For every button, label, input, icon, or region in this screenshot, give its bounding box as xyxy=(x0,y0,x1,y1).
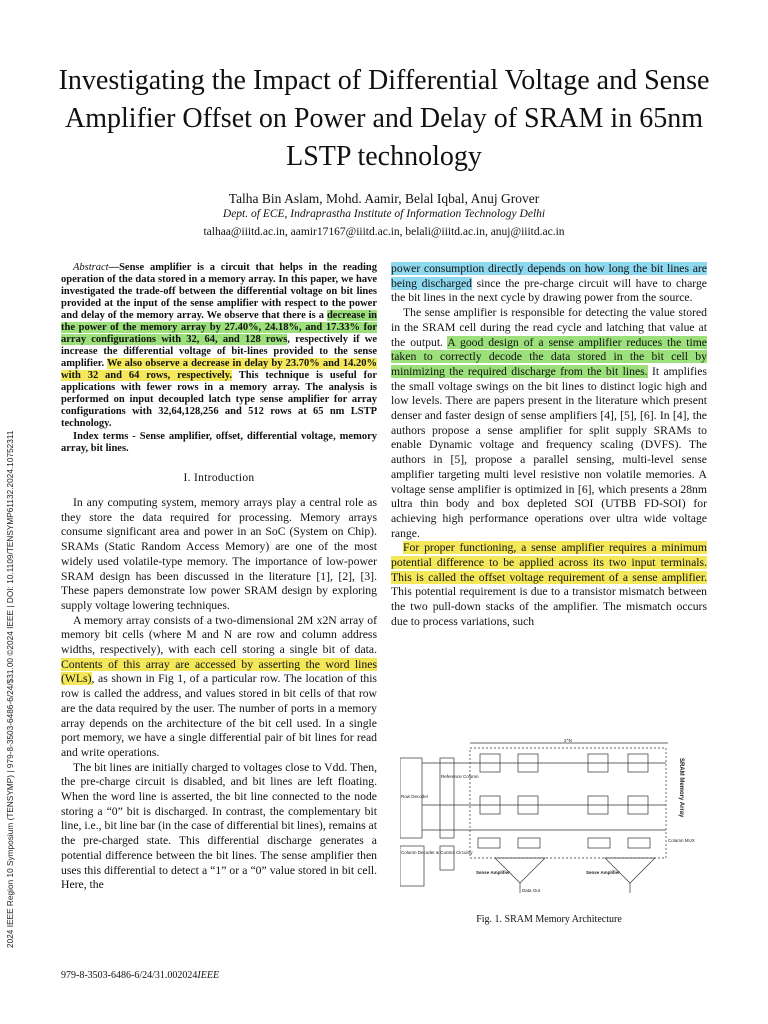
width-label: 2^N xyxy=(564,738,572,743)
abstract-label: Abstract xyxy=(73,262,109,273)
array-boundary xyxy=(470,748,666,858)
highlight-offset-voltage: For proper functioning, a sense amplifier requires a minimum potential difference to be applied across its two input terminals. This is called the offset voltage requirement of a sense amplifier. xyxy=(391,541,707,584)
abstract-highlight-power: decrease in the power of the memory array by 27.40%, 24.18%, and 17.33% for array configurations with 32, 64, and 128 rows xyxy=(61,310,377,345)
footer-ieee: IEEE xyxy=(197,970,220,981)
right-paragraph-1 xyxy=(391,262,707,306)
paper-title: Investigating the Impact of Differential Voltage and Sense Amplifier Offset on Power and Delay of SRAM in 65nm LSTP technology xyxy=(58,65,710,172)
column-mux-label: Column MUX xyxy=(668,838,695,843)
side-identifier-text: 2024 IEEE Region 10 Symposium (TENSYMP) | 979-8-3503-6486-6/24/$31.00 ©2024 IEEE | DOI: 10.1109/TENSYMP61132.2024.10752311 xyxy=(6,430,15,948)
data-out-label: Data Out xyxy=(522,888,541,893)
author-list: Talha Bin Aslam, Mohd. Aamir, Belal Iqbal, Anuj Grover xyxy=(228,191,540,206)
right-paragraph-2 xyxy=(391,306,707,541)
intro-text: A memory array consists of a two-dimensional 2M x2N array of memory bit cells (where M and N are row and column address widths, respectively), with each cell storing a single bit of data. xyxy=(61,613,377,657)
intro-paragraph-2 xyxy=(61,614,377,761)
sense-amplifier-label-1: Sense Amplifier xyxy=(476,870,510,875)
right-text: The sense amplifier is responsible for detecting the value stored in the SRAM cell during the read cycle and latching that value at the output. xyxy=(391,306,707,349)
mux-block xyxy=(628,838,650,848)
abstract-highlight-delay: We also observe a decrease in delay by 23.70% and 14.20% with 32 and 64 rows, respectively. xyxy=(61,358,377,381)
sram-diagram xyxy=(400,738,700,898)
right-text: This potential requirement is due to a transistor mismatch between the two pull-down stacks of the amplifier. The mismatch occurs due to process variations, such xyxy=(391,585,707,628)
figure-sram-architecture xyxy=(400,738,700,898)
column-decoder-label: Column Decoder & Control Circuitry xyxy=(401,850,473,855)
right-column xyxy=(391,262,707,630)
figure-caption: Fig. 1. SRAM Memory Architecture xyxy=(476,914,622,925)
sense-amplifier-label-2: Sense Amplifier xyxy=(586,870,620,875)
row-decoder-label: Row Decoder xyxy=(401,794,429,799)
section-heading-introduction: I. Introduction xyxy=(183,472,255,484)
memory-array-label: SRAM Memory Array xyxy=(678,758,684,818)
index-terms: Index terms - Sense amplifier, offset, differential voltage, memory array, bit lines. xyxy=(61,431,377,454)
right-paragraph-3 xyxy=(391,541,707,629)
footer xyxy=(61,970,219,981)
abstract-text: , respectively if we increase the differential voltage of bit-lines provided to the sense amplifier. xyxy=(61,334,377,369)
highlight-power-consumption: power consumption directly depends on how long the bit lines are being discharged xyxy=(391,262,707,290)
intro-paragraph-3: The bit lines are initially charged to voltages close to Vdd. Then, the pre-charge circuit is disabled, and bit lines are left floating. When the word line is asserted, the bit line connected to the node storing a “0” bit is discharged. In contrast, the complementary bit line, i.e., bit line bar (in the case of differential bit lines), remains at the pre-charged state. This differential discharge generates a potential difference between the bit lines. The sense amplifier then uses this differential to detect a “1” or a “0” value stored in bit cell. Here, the xyxy=(61,760,377,892)
right-text: since the pre-charge circuit will have to charge the bit lines in the next cycle by drawing power from the source. xyxy=(391,276,707,305)
footer-isbn: 979-8-3503-6486-6/24/31.002024 xyxy=(61,970,198,981)
author-emails: talhaa@iiitd.ac.in, aamir17167@iiitd.ac.in, belali@iiitd.ac.in, anuj@iiitd.ac.in xyxy=(203,226,565,238)
intro-text: , as shown in Fig 1, of a particular row. The location of this row is called the address, and values stored in bit cells of that row are the data required by the user. The number of ports in a memory array depends on the architecture of the bit cell used. In a single port memory, we have a single differential pair of bit lines for read and write operations. xyxy=(61,672,377,759)
abstract xyxy=(61,262,377,430)
reference-column-label: Reference Column xyxy=(441,774,479,779)
abstract-text: This technique is useful for applications with fewer rows in a memory array. The analysis is performed on input decoupled latch type sense amplifier for array configurations with 32,64,128,256 and 512 rows at 65 nm LSTP technology. xyxy=(61,370,377,429)
abstract-text: —Sense amplifier is a circuit that helps in the reading operation of the data stored in a memory array. In this paper, we have investigated the trade-off between the differential voltage on bit lines provided at the input of the sense amplifier with respect to the power and delay of the memory array. We observe that there is a xyxy=(61,262,377,321)
mux-block xyxy=(518,838,540,848)
right-text: It amplifies the small voltage swings on the bit lines to distinct logic high and low levels. There are papers present in the literature which present denser and faster design of sense amplifiers [4], [5], [6]. In [4], the authors propose a sense amplifier for split supply SRAMs to enable Dynamic voltage and frequency scaling (DVFS). The authors in [5], propose a parallel sensing, multi-level sense amplifier targeting multi level resistive non volatile memories. A voltage sense amplifier is optimized in [6], which presents a 28nm ultra thin body and box depleted SOI (UTBB FD-SOI) for achieving high performance operations over ultra wide voltage range. xyxy=(391,364,707,540)
mux-block xyxy=(588,838,610,848)
intro-paragraph-1: In any computing system, memory arrays play a central role as they store the data required for processing. Memory arrays consume significant area and power in an SoC (System on Chip). SRAMs (Static Random Access Memory) are one of the most widely used volatile-type memory. The importance of low-power SRAM design has been discussed in the literature [1], [2], [3]. These papers demonstrate low power SRAM design by exploring supply voltage lowering techniques. xyxy=(61,496,377,612)
reference-column-block xyxy=(440,758,454,838)
affiliation: Dept. of ECE, Indraprastha Institute of Information Technology Delhi xyxy=(222,208,546,220)
highlight-good-design: A good design of a sense amplifier reduces the time taken to correctly decode the data stored in the bit cell by minimizing the required discharge from the bit lines. xyxy=(391,335,707,378)
highlight-word-lines: Contents of this array are accessed by asserting the word lines (WLs) xyxy=(61,657,377,686)
mux-block xyxy=(478,838,500,848)
side-identifier xyxy=(6,0,20,1024)
left-column xyxy=(61,262,377,893)
